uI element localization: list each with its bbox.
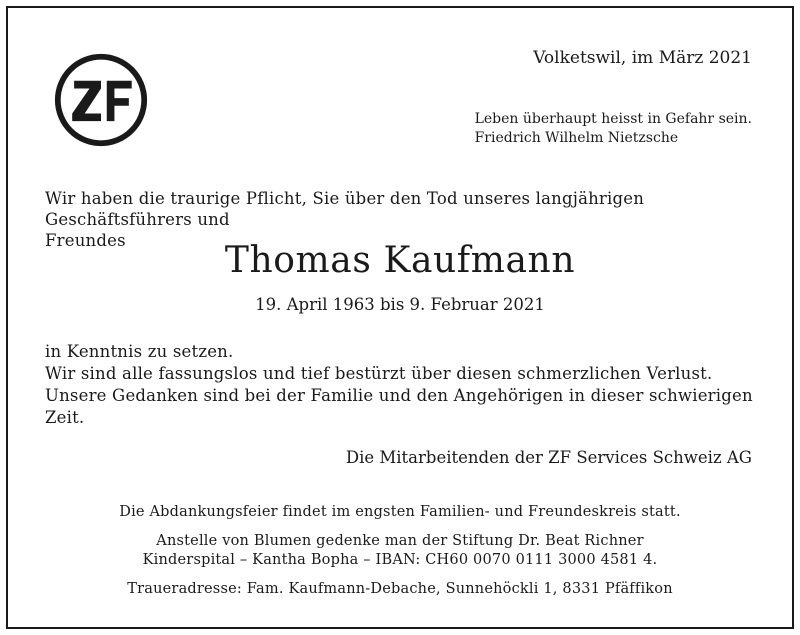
deceased-name: Thomas Kaufmann: [224, 240, 576, 281]
obituary-notice: [6, 6, 794, 629]
intro-line: Wir haben die traurige Pflicht, Sie über den Tod unseres langjährigen Geschäftsführers und: [45, 189, 645, 229]
mourning-address: Traueradresse: Fam. Kaufmann-Debache, Sunnehöckli 1, 8331 Pfäffikon: [127, 581, 673, 597]
quote-text: Leben überhaupt heisst in Gefahr sein.: [474, 111, 752, 127]
body-line: in Kenntnis zu setzen.: [45, 342, 234, 361]
body-text: [45, 341, 792, 429]
donation-line: Anstelle von Blumen gedenke man der Stiftung Dr. Beat Richner: [156, 533, 644, 549]
body-line: Unsere Gedanken sind bei der Familie und den Angehörigen in dieser schwierigen Zeit.: [45, 386, 753, 427]
zf-logo-icon: [53, 52, 149, 148]
body-line: Wir sind alle fassungslos und tief bestürzt über diesen schmerzlichen Verlust.: [45, 364, 713, 383]
place-date: Volketswil, im März 2021: [533, 48, 752, 68]
donation-note: [8, 532, 792, 570]
life-dates: 19. April 1963 bis 9. Februar 2021: [255, 295, 545, 314]
signature: Die Mitarbeitenden der ZF Services Schweiz AG: [345, 448, 752, 467]
intro-line: Freundes: [45, 231, 126, 250]
ceremony-note: Die Abdankungsfeier findet im engsten Familien- und Freundeskreis statt.: [119, 504, 681, 520]
donation-line: Kinderspital – Kantha Bopha – IBAN: CH60 0070 0111 3000 4581 4.: [142, 552, 658, 568]
quote-author: Friedrich Wilhelm Nietzsche: [474, 130, 679, 146]
logo-text: ZF: [53, 52, 55, 53]
quote: [475, 110, 752, 148]
